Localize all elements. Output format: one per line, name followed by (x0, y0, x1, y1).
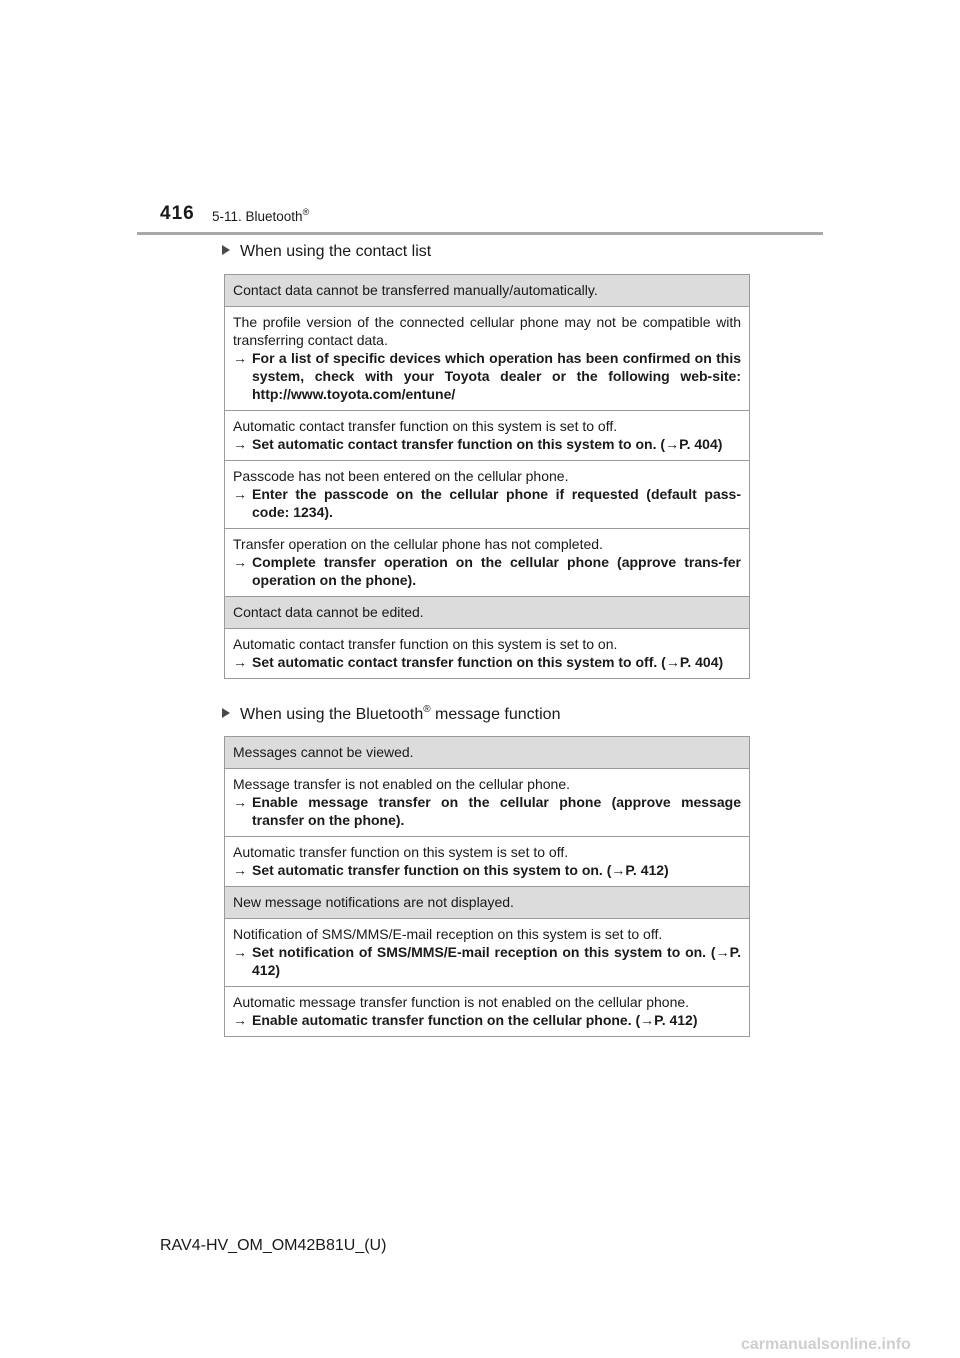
message-function-table (224, 736, 750, 1037)
page-reference: P. 404) (679, 654, 724, 670)
arrow-icon: → (665, 436, 680, 452)
arrow-icon: → (233, 862, 247, 878)
cause-remedy-cell (225, 987, 750, 1037)
table-row (225, 529, 750, 597)
cause-text: Message transfer is not enabled on the cellular phone. (233, 776, 570, 792)
cause-remedy-cell (225, 411, 750, 461)
remedy-text: → Enter the passcode on the cellular phone if requested (default pass-code: 1234). (233, 486, 741, 520)
cause-remedy-cell (225, 529, 750, 597)
arrow-icon: → (715, 944, 730, 960)
arrow-icon: → (233, 486, 247, 502)
remedy-text: → Set automatic contact transfer function on this system to on. (→P. 404) (233, 436, 723, 452)
page-number: 416 (160, 203, 195, 224)
triangle-bullet-icon (222, 245, 230, 255)
contact-list-table (224, 274, 750, 679)
arrow-icon: → (233, 654, 247, 670)
registered-mark: ® (423, 704, 431, 715)
cause-text: The profile version of the connected cellular phone may not be compatible with transferring contact data. (233, 314, 741, 348)
table-row (225, 987, 750, 1037)
header-rule (137, 232, 823, 235)
cause-text: Automatic contact transfer function on this system is set to off. (233, 418, 618, 434)
cause-text: Passcode has not been entered on the cellular phone. (233, 468, 569, 484)
page-reference: P. 404) (679, 436, 723, 452)
triangle-bullet-icon (222, 708, 230, 718)
symptom-cell: Contact data cannot be edited. (225, 597, 750, 629)
table-row (225, 461, 750, 529)
cause-text: Automatic message transfer function is not enabled on the cellular phone. (233, 994, 690, 1010)
remedy-text: → Set notification of SMS/MMS/E-mail reception on this system to on. (→P. 412) (233, 944, 741, 978)
subheading-contact-list: When using the contact list (222, 243, 431, 261)
cause-remedy-cell (225, 769, 750, 837)
cause-text: Automatic transfer function on this system is set to off. (233, 844, 569, 860)
cause-remedy-cell (225, 837, 750, 887)
arrow-icon: → (233, 554, 247, 570)
cause-remedy-cell (225, 919, 750, 987)
cause-text: Transfer operation on the cellular phone has not completed. (233, 536, 603, 552)
table-row (225, 887, 750, 919)
arrow-icon: → (233, 1012, 247, 1028)
remedy-text: → For a list of specific devices which operation has been confirmed on this system, check with your Toyota dealer or the following web-site: http://www.toyota.com/entune/ (233, 350, 741, 402)
cause-remedy-cell (225, 629, 750, 679)
table-row (225, 837, 750, 887)
arrow-icon: → (233, 436, 247, 452)
table-row (225, 411, 750, 461)
symptom-cell: New message notifications are not displayed. (225, 887, 750, 919)
remedy-text: → Set automatic contact transfer function on this system to off. (→P. 404) (233, 654, 724, 670)
table-row (225, 737, 750, 769)
page-reference: P. 412) (252, 944, 741, 978)
arrow-icon: → (233, 794, 247, 810)
arrow-icon: → (640, 1012, 655, 1028)
page-reference: P. 412) (625, 862, 669, 878)
table-row (225, 769, 750, 837)
remedy-text: → Enable message transfer on the cellular phone (approve message transfer on the phone). (233, 794, 741, 828)
document-code: RAV4-HV_OM_OM42B81U_(U) (160, 1237, 387, 1254)
remedy-text: → Complete transfer operation on the cellular phone (approve trans-fer operation on the phone). (233, 554, 741, 588)
symptom-cell: Messages cannot be viewed. (225, 737, 750, 769)
registered-mark: ® (302, 207, 310, 217)
table-row (225, 597, 750, 629)
page-reference: P. 412) (654, 1012, 698, 1028)
remedy-text: → Enable automatic transfer function on the cellular phone. (→P. 412) (233, 1012, 698, 1028)
remedy-text: → Set automatic transfer function on this system to on. (→P. 412) (233, 862, 669, 878)
table-row (225, 919, 750, 987)
subheading-message-function: When using the Bluetooth® message function (222, 704, 560, 724)
table-row (225, 275, 750, 307)
symptom-cell: Contact data cannot be transferred manually/automatically. (225, 275, 750, 307)
arrow-icon: → (233, 944, 247, 960)
cause-remedy-cell (225, 461, 750, 529)
cause-text: Automatic contact transfer function on this system is set to on. (233, 636, 618, 652)
table-row (225, 307, 750, 411)
arrow-icon: → (665, 654, 680, 670)
watermark: carmanualsonline.info (741, 1336, 911, 1353)
arrow-icon: → (611, 862, 626, 878)
cause-remedy-cell (225, 307, 750, 411)
cause-text: Notification of SMS/MMS/E-mail reception on this system is set to off. (233, 926, 663, 942)
arrow-icon: → (233, 350, 247, 366)
section-title: 5-11. Bluetooth® (212, 207, 310, 224)
table-row (225, 629, 750, 679)
